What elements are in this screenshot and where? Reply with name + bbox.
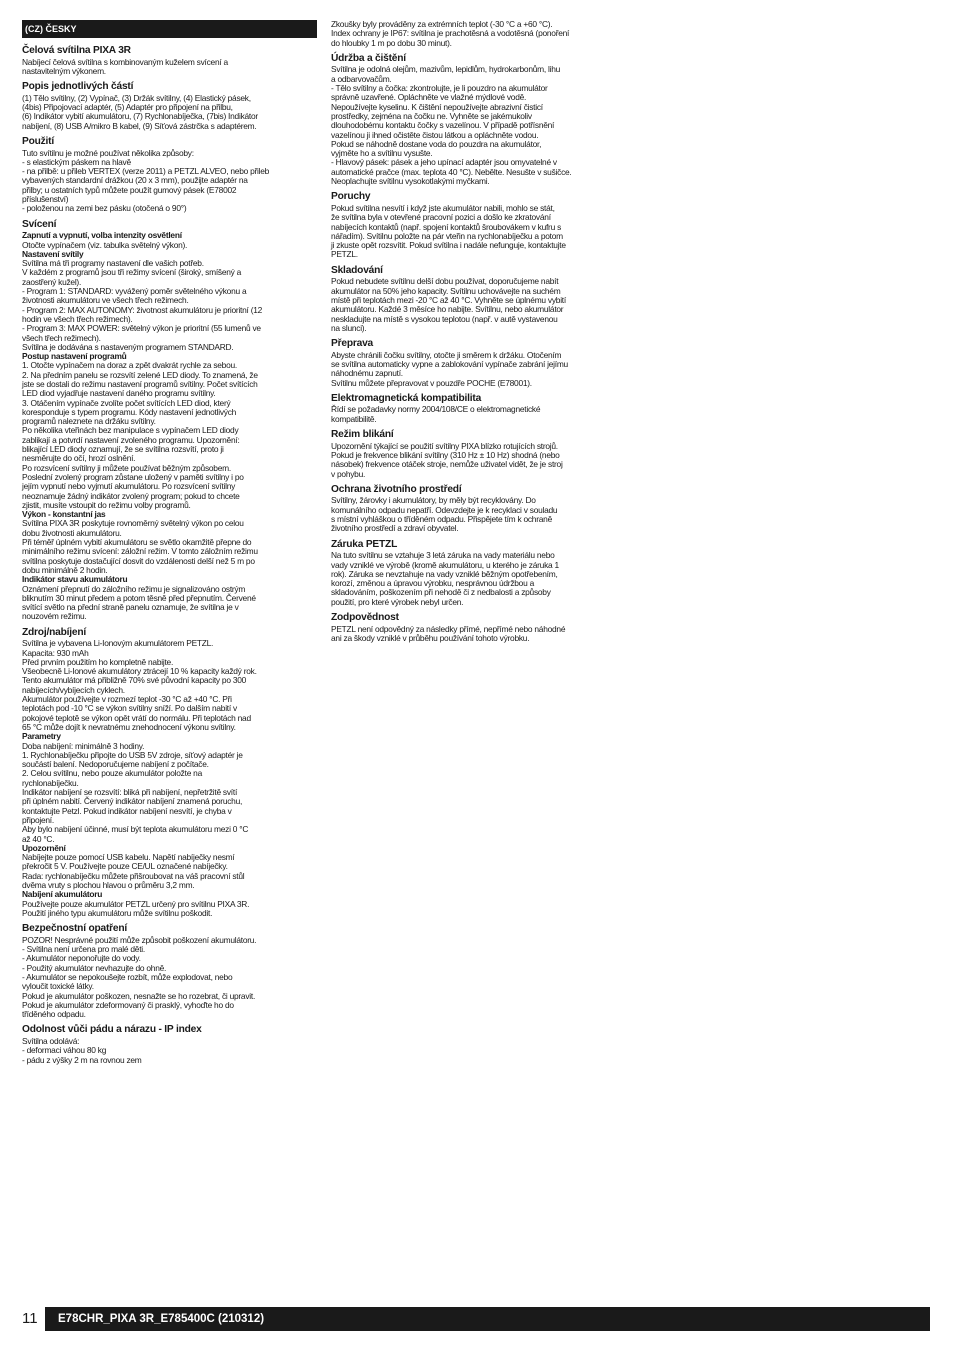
section-ochrana-zivotniho-prostredi bbox=[331, 484, 624, 534]
paragraph: (1) Tělo svítilny, (2) Vypínač, (3) Držák svítilny, (4) Elastický pásek, (4bis) Připojovací adaptér, (5) Adaptér pro připojení na přilbu, (6) Indikátor vybití akumulátoru, (7) Rychlonabíječka, (7bis) Indikátor nabíjení, (8) USB A/mikro B kabel, (9) Síťová zástrčka s adaptérem. bbox=[22, 92, 258, 131]
paragraph: Svítilna odolává: - deformaci váhou 80 kg - pádu z výšky 2 m na rovnou zem bbox=[22, 1036, 142, 1065]
section-skladovani bbox=[331, 265, 624, 333]
subheading: Indikátor stavu akumulátoru bbox=[22, 574, 128, 585]
section-heading: Záruka PETZL bbox=[331, 538, 398, 550]
paragraph: Zkoušky byly prováděny za extrémních teplot (-30 °C a +60 °C). Index ochrany je IP67: svítilna je prachotěsná a vodotěsná (ponoření do hloubky 1 m po dobu 30 minut). bbox=[331, 19, 570, 48]
subheading: Upozornění bbox=[22, 842, 66, 853]
section-udrzba-a-cisteni bbox=[331, 53, 624, 186]
paragraph: Upozornění týkající se použití svítilny PIXA blízko rotujících strojů. Pokud je frekvence blikání svítilny (310 Hz ± 10 Hz) shodná (nebo násobek) frekvence otáček stroje, nemůže uživatel vidět, že je stroj v pohybu. bbox=[331, 440, 563, 479]
section-elektromagneticka-kompatibilita bbox=[331, 393, 624, 424]
section-heading: Údržba a čištění bbox=[331, 52, 406, 64]
subheading: Výkon - konstantní jas bbox=[22, 509, 106, 520]
paragraph: Svítilny, žárovky i akumulátory, by měly být recyklovány. Do komunálního odpadu nepatří. Odevzdejte je k recyklaci v souladu s místní vyhláškou o tříděném odpadu. Přispějete tím k ochraně životního prostředí a zdraví obyvatel. bbox=[331, 495, 558, 534]
paragraph: 1. Otočte vypínačem na doraz a zpět dvakrát rychle za sebou. 2. Na předním panelu se rozsvítí zelené LED diody. To znamená, že jste se dostali do režimu nastavení programů svítilny. Počet svítících LED diod vyjadřuje nastavení daného programu svítilny. 3. Otáčením vypínače zvolíte počet svítících LED diod, který koresponduje s typem programu. Kódy nastavení jednotlivých programů naleznete na držáku svítilny. Po několika vteřinách bez manipulace s vypínačem LED diody zablikají a potvrdí nastavení zvoleného programu. Upozornění: blikající LED diody oznamují, že se svítilna rozsvítí, proto ji nesměrujte do očí, hrozí oslnění. Po rozsvícení svítilny ji můžete používat běžným způsobem. Poslední zvolený program zůstane uložený v paměti svítilny i po jejím vypnutí nebo vyjmutí akumulátoru. Po rozsvícení svítilny neoznamuje žádný indikátor zvolený program; pokud to chcete zjistit, musíte vstoupit do režimu volby programů. bbox=[22, 360, 258, 510]
paragraph: Nabíjejte pouze pomocí USB kabelu. Napětí nabíječky nesmí překročit 5 V. Používejte pouze CE/UL označené nabíječky. Rada: rychlonabíječku můžete přišroubovat na váš pracovní stůl dvěma vruty s plochou hlavou o průměru 3,2 mm. bbox=[22, 852, 245, 891]
paragraph: Pokud svítilna nesvítí i když jste akumulátor nabili, mohlo se stát, že svítilna byla v otevřené pracovní pozici a došlo ke zkratování nabíjecích kontaktů (např. spojení kontaktů šroubovákem v kufru s nářadím). Svítilnu položte na pár vteřin na rychlonabíječku a potom ji zkuste opět rozsvítit. Pokud svítilna i nadále nefunguje, kontaktujte PETZL. bbox=[331, 202, 566, 260]
paragraph: Svítilna PIXA 3R poskytuje rovnoměrný světelný výkon po celou dobu životnosti akumulátoru. Při téměř úplném vybití akumulátoru se světlo okamžitě přepne do minimálního režimu svícení: záložní režim. V tomto záložním režimu svítilna poskytuje dostačující dosvit do vzdálenosti delší než 5 m po dobu minimálně 2 hodin. bbox=[22, 518, 258, 575]
section-poruchy bbox=[331, 191, 624, 259]
section-heading: Čelová svítilna PIXA 3R bbox=[22, 45, 131, 56]
subheading: Nastavení svítily bbox=[22, 248, 84, 259]
paragraph: Pokud nebudete svítilnu delší dobu používat, doporučujeme nabít akumulátor na 50% jeho kapacity. Svítilnu uchovávejte na suchém místě při teplotách mezi -20 °C až 40 °C. Vyhněte se úplnému vybití akumulátoru. Každé 3 měsíce ho nabijte. Svítilnu, nebo akumulátor neskladujte na místě s vysokou teplotou (např. v autě vystavenou na slunci). bbox=[331, 276, 566, 333]
section-heading: Popis jednotlivých částí bbox=[22, 81, 134, 93]
section-heading: Elektromagnetická kompatibilita bbox=[331, 392, 482, 404]
section-heading: Přeprava bbox=[331, 338, 374, 350]
section-continued bbox=[331, 20, 624, 48]
paragraph: Používejte pouze akumulátor PETZL určený pro svítilnu PIXA 3R. Použití jiného typu akumulátoru může svítilnu poškodit. bbox=[22, 898, 250, 918]
right-sections bbox=[331, 20, 624, 643]
section-heading: Poruchy bbox=[331, 191, 371, 203]
section-zaruka-petzl bbox=[331, 539, 624, 607]
paragraph: Svítilna je odolná olejům, mazivům, lepidlům, hydrokarbonům, lihu a odbarvovačům. - Tělo svítilny a čočka: zkontrolujte, je li pouzdro na akumulátor správně uzavřené. Opláchněte ve vlažné mýdlové vodě. Nepoužívejte kyselinu. K čištění nepoužívejte abrazivní čisticí prostředky, zejména na čočku ne. Vyhněte se jakémukoliv dlouhodobému kontaktu čočky s vazelínou. V případě potřísnění vazelínou ji ihned očistěte čistou látkou a opláchněte vodou. Pokud se náhodně dostane voda do pouzdra na akumulátor, vyjměte ho a svítilnu vysušte. - Hlavový pásek: pásek a jeho upínací adaptér jsou omyvatelné v automatické pračce (max. teplota 40 °C). Nebělte. Nesušte v sušičce. Neoplachujte svítilnu vysokotlakými myčkami. bbox=[331, 64, 572, 187]
section-zodpovednost bbox=[331, 612, 624, 643]
section-preprava bbox=[331, 338, 624, 388]
paragraph: Řídí se požadavky normy 2004/108/CE o elektromagnetické kompatibilitě. bbox=[331, 404, 541, 424]
section-rezim-blikani bbox=[331, 429, 624, 479]
left-sections bbox=[22, 45, 317, 1065]
section-heading: Ochrana životního prostředí bbox=[331, 483, 462, 495]
section-bezpecnostni-opatreni bbox=[22, 923, 317, 1019]
subheading: Zapnutí a vypnutí, volba intenzity osvětlení bbox=[22, 230, 182, 241]
section-heading: Režim blikání bbox=[331, 429, 394, 441]
paragraph: Nabíjecí čelová svítilna s kombinovaným kuželem svícení a nastavitelným výkonem. bbox=[22, 56, 228, 76]
section-zdroj-nabijeni bbox=[22, 627, 317, 919]
left-column bbox=[22, 20, 317, 1070]
paragraph: Oznámení přepnutí do záložního režimu je signalizováno ostrým bliknutím 30 minut předem a potom těsně před přepnutím. Červené svítící světlo na přední straně panelu oznamuje, že svítilna je v nouzovém režimu. bbox=[22, 583, 256, 622]
section-pouziti bbox=[22, 136, 317, 214]
section-heading: Svícení bbox=[22, 218, 57, 230]
paragraph: Otočte vypínačem (viz. tabulka světelný výkon). bbox=[22, 239, 188, 250]
page-number: 11 bbox=[22, 1310, 38, 1327]
paragraph: POZOR! Nesprávné použití může způsobit poškození akumulátoru. - Svítilna není určena pro malé děti. - Akumulátor neponořujte do vody. - Použitý akumulátor nevhazujte do ohně. - Akumulátor se nepokoušejte rozbít, může explodovat, nebo vyloučit toxické látky. Pokud je akumulátor poškozen, nesnažte se ho rozebrat, či upravit. Pokud je akumulátor zdeformovaný či prasklý, vyhoďte ho do tříděného odpadu. bbox=[22, 934, 257, 1020]
paragraph: Tuto svítilnu je možné používat několika způsoby: - s elastickým páskem na hlavě - na přilbě: u přileb VERTEX (verze 2011) a PETZL ALVEO, nebo přileb vybavených standardní drážkou (20 x 3 mm), použijte adaptér na přilby; u ostatních typů můžete použít gumový pásek (E78002 příslušenství) - položenou na zemi bez pásku (otočená o 90°) bbox=[22, 147, 270, 214]
section-celova-svitilna-pixa-3r bbox=[22, 45, 317, 76]
section-heading: Bezpečnostní opatření bbox=[22, 923, 128, 935]
right-column bbox=[331, 20, 624, 648]
paragraph: Na tuto svítilnu se vztahuje 3 letá záruka na vady materiálu nebo vady vzniklé ve výrobě (kromě akumulátoru, u kterého je záruka 1 rok). Záruka se nevztahuje na vady vzniklé běžným opotřebením, korozí, změnou a úpravou výrobku, nesprávnou údržbou a skladováním, poškozením při nehodě či z nedbalosti a způsoby použití, pro které výrobek nebyl určen. bbox=[331, 550, 559, 607]
section-heading: Skladování bbox=[331, 264, 383, 276]
paragraph: Abyste chránili čočku svítilny, otočte ji směrem k držáku. Otočením se svítilna automaticky vypne a zablokování vypínače zabrání jejímu náhodnému zapnutí. Svítilnu můžete přepravovat v pouzdře POCHE (E78001). bbox=[331, 349, 568, 388]
section-sviceni bbox=[22, 219, 317, 622]
subheading: Nabíjení akumulátoru bbox=[22, 889, 103, 900]
paragraph: Doba nabíjení: minimálně 3 hodiny. 1. Rychlonabíječku připojte do USB 5V zdroje, síťový adaptér je součástí balení. Nedoporučujeme nabíjení z počítače. 2. Celou svítilnu, nebo pouze akumulátor položte na rychlonabíječku. Indikátor nabíjení se rozsvítí: bliká při nabíjení, nepřetržitě svítí při úplném nabití. Červený indikátor nabíjení znamená poruchu, kontaktujte Petzl. Pokud indikátor nabíjení nesvítí, je chyba v připojení. Aby bylo nabíjení účinné, musí být teplota akumulátoru mezi 0 °C až 40 °C. bbox=[22, 740, 249, 844]
section-popis-jednotlivych-casti bbox=[22, 81, 317, 131]
language-header: (CZ) ČESKY bbox=[22, 20, 317, 38]
section-heading: Odolnost vůči pádu a nárazu - IP index bbox=[22, 1024, 202, 1036]
paragraph: PETZL není odpovědný za následky přímé, nepřímé nebo náhodné ani za škody vzniklé v průběhu používání tohoto výrobku. bbox=[331, 623, 566, 643]
paragraph: Svítilna má tři programy nastavení dle vašich potřeb. V každém z programů jsou tři režimy svícení (široký, smíšený a zaostřený kužel). - Program 1: STANDARD: vyvážený poměr světelného výkonu a životnosti akumulátoru ve všech třech režimech. - Program 2: MAX AUTONOMY: životnost akumulátoru je prioritní (12 hodin ve všech třech režimech). - Program 3: MAX POWER: světelný výkon je prioritní (55 lumenů ve všech třech režimech). Svítilna je dodávána s nastaveným programem STANDARD. bbox=[22, 258, 263, 352]
subheading: Postup nastavení programů bbox=[22, 351, 127, 362]
section-heading: Použití bbox=[22, 135, 54, 147]
paragraph: Svítilna je vybavena Li-Ionovým akumulátorem PETZL. Kapacita: 930 mAh Před prvním použitím ho kompletně nabijte. Všeobecně Li-Ionové akumulátory ztrácejí 10 % kapacity každý rok. Tento akumulátor má přibližně 70% své původní kapacity po 300 nabíjecích/vybíjecích cyklech. Akumulátor používejte v rozmezí teplot -30 °C až +40 °C. Při teplotách pod -10 °C se výkon svítilny sníží. Po dalším nabití v pokojové teplotě se výkon opět vrátí do normálu. Při teplotách nad 65 °C může dojít k nevratnému znehodnocení výkonu svítilny. bbox=[22, 638, 257, 732]
subheading: Parametry bbox=[22, 731, 61, 742]
page-footer bbox=[22, 1307, 930, 1331]
section-heading: Zdroj/nabíjení bbox=[22, 626, 86, 638]
document-code: E78CHR_PIXA 3R_E785400C (210312) bbox=[45, 1307, 930, 1331]
section-heading: Zodpovědnost bbox=[331, 612, 399, 623]
section-odolnost-vuci-padu-a-narazu-ip-index bbox=[22, 1024, 317, 1064]
